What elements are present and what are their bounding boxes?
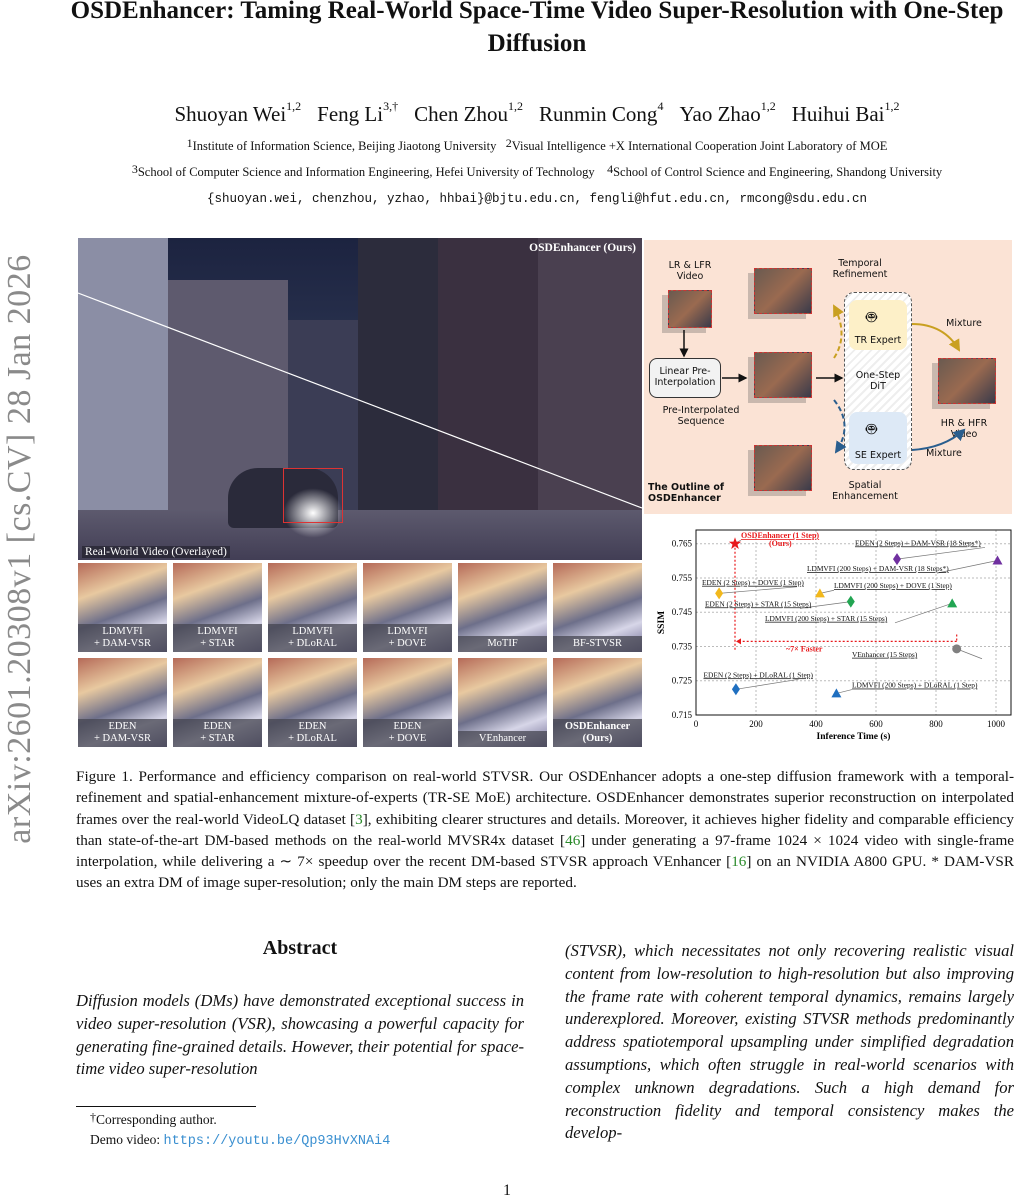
robot-icon: 🤖︎ — [866, 419, 877, 440]
diamond-marker — [715, 587, 723, 599]
author-sup: 1,2 — [508, 99, 523, 113]
comparison-thumbnail — [78, 658, 167, 747]
author — [791, 99, 900, 126]
comparison-thumbnail — [553, 658, 642, 747]
method-line-2: + STAR — [200, 638, 235, 649]
speedup-annotation: ~7× Faster — [786, 644, 823, 654]
method-line-2: + DOVE — [388, 638, 427, 649]
aff-sup: 3 — [131, 162, 138, 176]
output-label: HR & HFR Video — [940, 418, 988, 440]
x-tick-label: 800 — [929, 719, 943, 729]
arrow-head — [736, 638, 741, 644]
method-line-1: EDEN — [298, 721, 327, 732]
thumbnail-label — [78, 719, 167, 747]
affiliation: School of Computer Science and Information Engineering, Hefei University of Technology — [137, 165, 595, 179]
method-line-1: OSDEnhancer — [564, 721, 631, 732]
thumbnail-label — [553, 719, 642, 747]
x-tick-label: 0 — [693, 719, 699, 729]
corresponding-note: Corresponding author. — [96, 1112, 217, 1127]
tr-expert-label: TR Expert — [854, 335, 902, 346]
author — [317, 99, 399, 126]
x-tick-label: 200 — [749, 719, 763, 729]
author-sup: 1,2 — [760, 99, 776, 113]
diamond-marker — [732, 683, 740, 695]
point-label: LDMVFI (200 Steps) + STAR (15 Steps) — [765, 613, 888, 623]
abstract-text-left: Diffusion models (DMs) have demonstrated exceptional success in video super-resolution (VSR), showcasing a powerful capacity for generating fine-grained details. However, their potential for space-time video super-resolution — [76, 991, 524, 1079]
point-label: LDMVFI (200 Steps) + DAM-VSR (18 Steps*) — [807, 564, 949, 574]
y-tick-label: 0.755 — [671, 572, 692, 583]
triangle-marker — [947, 598, 957, 607]
thumbnail-label — [553, 636, 642, 652]
method-line-2: + DAM-VSR — [94, 733, 151, 744]
y-tick-label: 0.725 — [671, 675, 692, 686]
mixture-label-top: Mixture — [946, 318, 982, 329]
paper-title: OSDEnhancer: Taming Real-World Space-Time Video Super-Resolution with One-Step Diffusion — [70, 0, 1004, 57]
leader-line — [719, 587, 797, 594]
caption-text: ] on an NVIDIA A800 GPU. * DAM-VSR uses an extra DM of image super-resolution; only the main DM steps are reported. — [76, 853, 1014, 892]
method-line-1: EDEN — [108, 721, 137, 732]
thumbnail-label — [363, 624, 452, 652]
method-line-2: + STAR — [200, 733, 235, 744]
author-name: Feng Li — [317, 102, 384, 126]
pre-interp-label: Pre-Interpolated Sequence — [662, 405, 740, 427]
real-world-video-photo — [78, 238, 642, 560]
dit-label: One-Step DiT — [855, 370, 901, 392]
point-label: OSDEnhancer (1 Step) — [741, 531, 820, 540]
point-sublabel: (Ours) — [769, 539, 792, 548]
comparison-thumbnail — [553, 563, 642, 652]
y-axis-label: SSIM — [657, 610, 667, 635]
temporal-label: Temporal Refinement — [832, 258, 888, 280]
point-label: EDEN (2 Steps) + DAM-VSR (18 Steps*) — [855, 538, 981, 548]
comparison-thumbnail — [363, 563, 452, 652]
method-line-1: MoTIF — [487, 638, 518, 649]
outline-label: The Outline of OSDEnhancer — [648, 482, 725, 504]
method-line-2: + DLoRAL — [288, 638, 337, 649]
comparison-thumbnail — [268, 563, 357, 652]
figure-caption — [76, 766, 1014, 894]
y-tick-label: 0.735 — [671, 641, 692, 652]
input-label: LR & LFR Video — [668, 260, 712, 282]
point-label: LDMVFI (200 Steps) + DLoRAL (1 Step) — [852, 680, 978, 690]
aff-sup: 4 — [607, 162, 614, 176]
demo-label: Demo video: — [90, 1132, 164, 1147]
point-label: VEnhancer (15 Steps) — [852, 649, 918, 659]
method-line-1: BF-STVSR — [572, 638, 623, 649]
circle-marker — [952, 644, 961, 653]
photo-caption: Real-World Video (Overlayed) — [82, 546, 230, 558]
method-line-1: EDEN — [203, 721, 232, 732]
method-line-1: EDEN — [393, 721, 422, 732]
citation-link[interactable]: 16 — [731, 853, 747, 871]
author-list — [60, 99, 1014, 127]
star-marker — [729, 537, 741, 549]
method-line-1: LDMVFI — [102, 626, 143, 637]
comparison-thumbnail — [173, 658, 262, 747]
comparison-thumbnail — [78, 563, 167, 652]
leader-line — [895, 603, 952, 622]
leader-line — [897, 547, 985, 559]
comparison-thumbnail — [173, 563, 262, 652]
triangle-marker — [993, 555, 1003, 564]
author-sup: 4 — [657, 99, 664, 113]
author — [414, 99, 523, 126]
method-line-2: + DLoRAL — [288, 733, 337, 744]
author-name: Shuoyan Wei — [174, 102, 287, 126]
x-tick-label: 1000 — [987, 719, 1005, 729]
arxiv-identifier: arXiv:2601.20308v1 [cs.CV] 28 Jan 2026 — [1, 254, 38, 844]
method-outline-diagram — [644, 240, 1012, 514]
author — [539, 99, 664, 126]
aff-sup: 1 — [186, 136, 193, 150]
footnote-mark: † — [90, 1110, 96, 1124]
photo-tag: OSDEnhancer (Ours) — [529, 242, 636, 254]
x-tick-label: 400 — [809, 719, 823, 729]
diamond-marker — [847, 596, 855, 608]
method-line-1: LDMVFI — [387, 626, 428, 637]
abstract-text-right: (STVSR), which necessitates not only recovering realistic visual content from low-resolution to high-resolution but also improving the frame rate with coherent temporal dynamics, remains largely underexplored. Moreover, existing STVSR methods predominantly address spatiotemporal upsampling under simplified degradation assumptions, which often struggle in real-world scenarios with complex unknown degradations. Such a high demand for reconstruction fidelity and temporal consistency makes the develop- — [565, 941, 1014, 1143]
method-line-1: LDMVFI — [292, 626, 333, 637]
author — [679, 99, 776, 126]
thumbnail-label — [173, 624, 262, 652]
method-line-1: VEnhancer — [478, 733, 527, 744]
linear-interp-label: Linear Pre-Interpolation — [654, 366, 716, 388]
comparison-thumbnail — [458, 658, 547, 747]
author-sup: 3,† — [383, 99, 399, 113]
caption-text: Figure 1. Performance and efficiency comparison on real-world STVSR. Our OSDEnhancer adopts a one-step diffusion framework with a temporal-refinement and spatial-enhancement mixture-of-experts (TR-SE MoE) architecture. OSDEnhancer demonstrates superior reconstruction on interpolated frames over the real-world VideoLQ dataset [ — [76, 768, 1014, 828]
affiliations-line-1 — [60, 136, 1014, 154]
author — [174, 99, 302, 126]
comparison-thumbnail — [363, 658, 452, 747]
thumbnail-label — [268, 624, 357, 652]
citation-link[interactable]: 3 — [355, 810, 363, 828]
point-label: EDEN (2 Steps) + DOVE (1 Step) — [702, 577, 804, 587]
method-line-2: (Ours) — [582, 733, 613, 744]
author-sup: 1,2 — [286, 99, 302, 113]
footnote-rule — [76, 1106, 256, 1107]
method-line-1: LDMVFI — [197, 626, 238, 637]
thumbnail-label — [78, 624, 167, 652]
thumbnail-label — [363, 719, 452, 747]
caption-text: ] under generating a 97-frame 1024 × 1024 video with single-frame interpolation, while delivering a ∼ 7× speedup over the recent DM-based STVSR approach VEnhancer [ — [76, 831, 1014, 871]
y-tick-label: 0.765 — [671, 538, 692, 549]
comparison-thumbnail — [268, 658, 357, 747]
thumbnail-label — [458, 636, 547, 652]
aff-sup: 2 — [505, 136, 512, 150]
y-tick-label: 0.745 — [671, 607, 692, 618]
abstract-heading: Abstract — [262, 937, 338, 959]
author-name: Huihui Bai — [791, 102, 885, 126]
demo-video-link[interactable]: https://youtu.be/Qp93HvXNAi4 — [163, 1134, 391, 1149]
page-number: 1 — [503, 1182, 511, 1199]
se-expert-label: SE Expert — [854, 450, 902, 461]
author-emails: {shuoyan.wei, chenzhou, yzhao, hhbai}@bjtu.edu.cn, fengli@hfut.edu.cn, rmcong@sdu.edu.cn — [206, 192, 868, 206]
thumbnail-label — [173, 719, 262, 747]
author-name: Yao Zhao — [679, 102, 761, 126]
y-tick-label: 0.715 — [671, 710, 692, 720]
point-label: LDMVFI (200 Steps) + DOVE (1 Step) — [834, 581, 952, 591]
author-name: Chen Zhou — [414, 102, 508, 126]
method-line-2: + DAM-VSR — [94, 638, 151, 649]
citation-link[interactable]: 46 — [565, 831, 581, 849]
ssim-vs-time-chart — [650, 522, 1014, 750]
thumbnail-label — [268, 719, 357, 747]
mixture-label-bottom: Mixture — [926, 448, 962, 459]
affiliations-line-2 — [60, 162, 1014, 180]
robot-icon: 🤖︎ — [866, 307, 877, 328]
footnotes — [90, 1110, 390, 1152]
thumbnail-label — [458, 731, 547, 747]
author-sup: 1,2 — [884, 99, 900, 113]
diagram-arrows — [644, 240, 1012, 514]
affiliation: Institute of Information Science, Beijing Jiaotong University — [192, 139, 497, 153]
affiliation: School of Control Science and Engineering, Shandong University — [613, 165, 943, 179]
x-tick-label: 600 — [869, 719, 883, 729]
spatial-label: Spatial Enhancement — [832, 480, 898, 502]
author-name: Runmin Cong — [539, 102, 658, 126]
method-line-2: + DOVE — [388, 733, 427, 744]
x-axis-label: Inference Time (s) — [816, 732, 891, 742]
point-label: EDEN (2 Steps) + DLoRAL (1 Step) — [703, 670, 813, 680]
caption-text: ], exhibiting clearer structures and details. Moreover, it achieves higher fidelity and comparable efficiency than state-of-the-art DM-based methods on the real-world MVSR4x dataset [ — [76, 810, 1014, 849]
point-label: EDEN (2 Steps) + STAR (15 Steps) — [705, 599, 812, 609]
affiliation: Visual Intelligence +X International Cooperation Joint Laboratory of MOE — [511, 139, 888, 153]
comparison-thumbnail — [458, 563, 547, 652]
